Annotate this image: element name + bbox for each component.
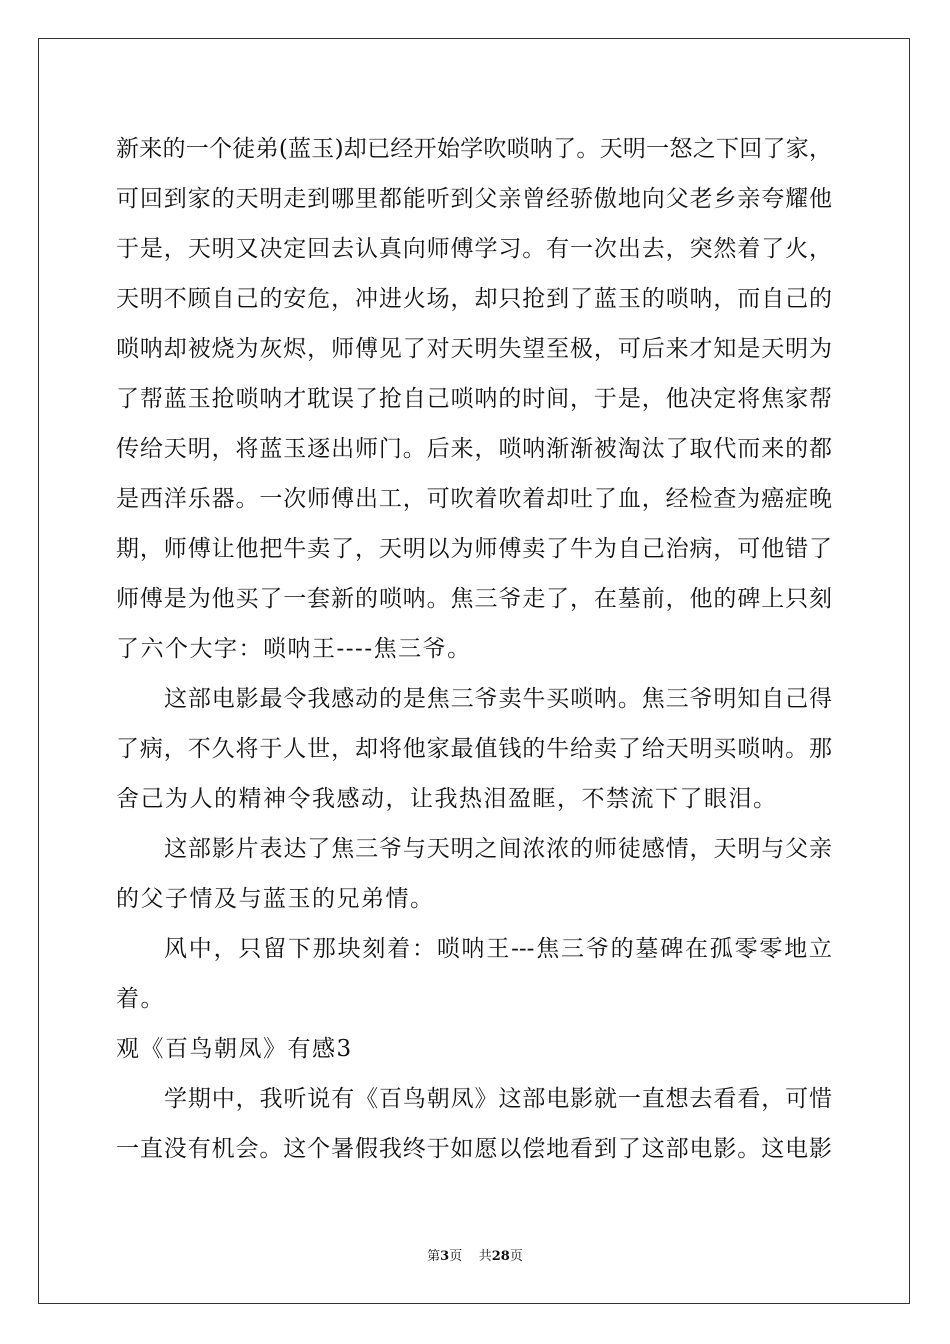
page-footer: [0, 1248, 950, 1266]
text-line: 天明不顾自己的安危，冲进火场，却只抢到了蓝玉的唢呐，而自己的: [116, 286, 832, 312]
total-pages: 28: [491, 1249, 510, 1264]
text-line: 了六个大字：唢呐王----焦三爷。: [116, 636, 472, 662]
text-line: 一直没有机会。这个暑假我终于如愿以偿地看到了这部电影。这电影: [116, 1136, 832, 1162]
text-line: 传给天明，将蓝玉逐出师门。后来，唢呐渐渐被淘汰了取代而来的都: [116, 436, 832, 462]
page-border: [38, 38, 910, 1304]
total-prefix: 共: [478, 1249, 492, 1264]
paragraph-first-line: 风中，只留下那块刻着：唢呐王---焦三爷的墓碑在孤零零地立: [164, 936, 832, 962]
text-line: 了帮蓝玉抢唢呐才耽误了抢自己唢呐的时间，于是，他决定将焦家帮: [116, 386, 832, 412]
text-line: 着。: [116, 986, 165, 1012]
text-line: 是西洋乐器。一次师傅出工，可吹着吹着却吐了血，经检查为癌症晚: [116, 486, 832, 512]
text-line: 期，师傅让他把牛卖了，天明以为师傅卖了牛为自己治病，可他错了: [116, 536, 832, 562]
text-line: 师傅是为他买了一套新的唢呐。焦三爷走了，在墓前，他的碑上只刻: [116, 586, 832, 612]
section-heading: 观《百鸟朝凤》有感3: [116, 1036, 353, 1062]
text-line: 了病，不久将于人世，却将他家最值钱的牛给卖了给天明买唢呐。那: [116, 736, 832, 762]
text-line: 的父子情及与蓝玉的兄弟情。: [116, 886, 435, 912]
text-line: 于是，天明又决定回去认真向师傅学习。有一次出去，突然着了火，: [116, 236, 832, 262]
text-line: 新来的一个徒弟(蓝玉)却已经开始学吹唢呐了。天明一怒之下回了家，: [116, 136, 832, 162]
paragraph-first-line: 这部影片表达了焦三爷与天明之间浓浓的师徒感情，天明与父亲: [164, 836, 832, 862]
page-suffix: 页: [449, 1249, 463, 1264]
total-suffix: 页: [509, 1249, 523, 1264]
text-line: 舍己为人的精神令我感动，让我热泪盈眶，不禁流下了眼泪。: [116, 786, 778, 812]
paragraph-first-line: 学期中，我听说有《百鸟朝凤》这部电影就一直想去看看，可惜: [164, 1086, 832, 1112]
page-number: 3: [440, 1249, 450, 1264]
page-prefix: 第: [427, 1249, 441, 1264]
text-line: 唢呐却被烧为灰烬，师傅见了对天明失望至极，可后来才知是天明为: [116, 336, 832, 362]
text-line: 可回到家的天明走到哪里都能听到父亲曾经骄傲地向父老乡亲夸耀他: [116, 186, 832, 212]
paragraph-first-line: 这部电影最令我感动的是焦三爷卖牛买唢呐。焦三爷明知自己得: [164, 686, 832, 712]
